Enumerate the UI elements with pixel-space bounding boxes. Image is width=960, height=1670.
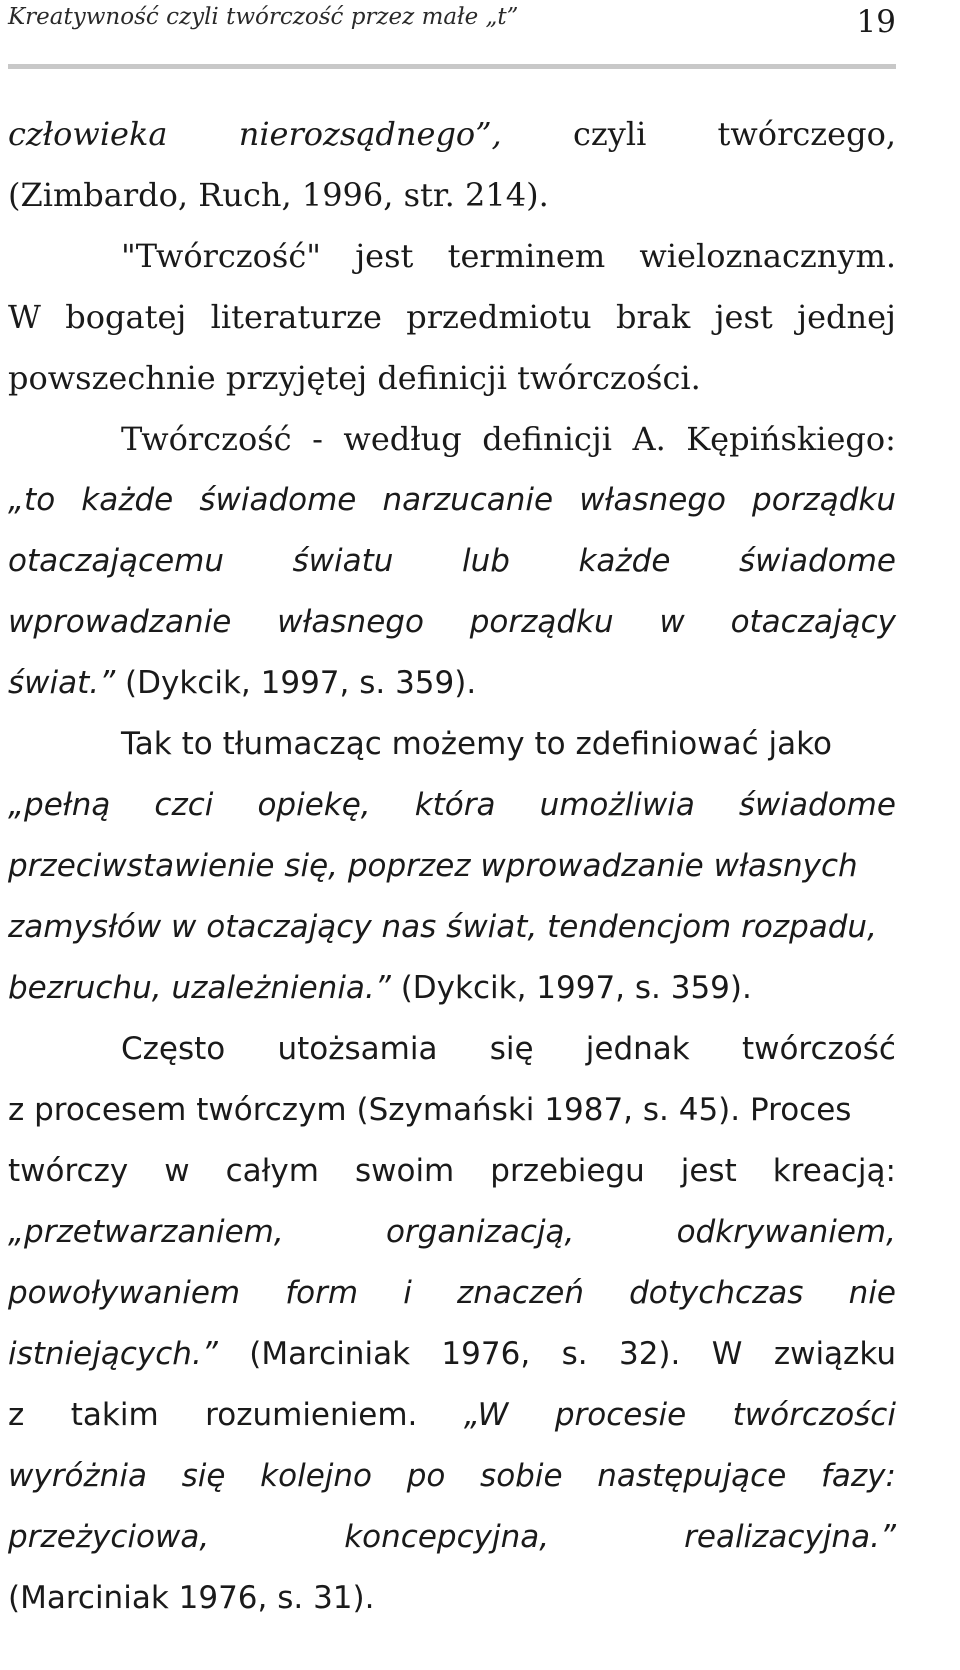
word: twórczego, — [717, 115, 896, 153]
word: opiekę, — [257, 787, 371, 823]
word: jest — [355, 237, 414, 275]
word: wprowadzanie — [8, 604, 232, 640]
word: brak — [616, 298, 691, 336]
text-line — [8, 1507, 896, 1568]
text-line: Tak to tłumacząc możemy to zdefiniować jako — [121, 726, 832, 762]
word: procesie — [554, 1397, 687, 1433]
word: związku — [773, 1336, 896, 1372]
citation: (Dykcik, 1997, s. 359). — [390, 970, 752, 1006]
word: lub — [461, 543, 510, 579]
word: sobie — [480, 1458, 563, 1494]
text-line — [8, 531, 896, 592]
word: - — [312, 420, 323, 458]
word: (Marciniak — [249, 1336, 411, 1372]
word: jest — [714, 298, 773, 336]
word: według — [343, 420, 462, 458]
word: każde — [81, 482, 174, 518]
word: z — [8, 1397, 25, 1433]
word: kreacją: — [772, 1153, 896, 1189]
word: 1976, — [441, 1336, 531, 1372]
word: „W — [463, 1397, 509, 1433]
word: czci — [154, 787, 214, 823]
citation: (Dykcik, 1997, s. 359). — [115, 665, 477, 701]
word: światu — [292, 543, 394, 579]
page-body — [8, 104, 896, 1629]
word: form — [285, 1275, 359, 1311]
word: świadome — [738, 543, 896, 579]
word: nierozsądnego”, — [238, 115, 502, 153]
quote-end: świat.” — [8, 665, 116, 701]
word: wieloznacznym. — [639, 237, 896, 275]
text-line — [8, 1324, 896, 1385]
word: twórczy — [8, 1153, 129, 1189]
text-line — [8, 226, 896, 287]
word: całym — [225, 1153, 319, 1189]
text-line: przeciwstawienie się, poprzez wprowadzanie własnych — [8, 848, 858, 884]
word: własnego — [579, 482, 726, 518]
text-line — [8, 287, 896, 348]
text-line — [8, 1446, 896, 1507]
text-line: (Zimbardo, Ruch, 1996, str. 214). — [8, 176, 549, 214]
word: powoływaniem — [8, 1275, 241, 1311]
word: "Twórczość" — [121, 237, 321, 275]
word: jednak — [585, 1031, 690, 1067]
text-line — [8, 1263, 896, 1324]
word: otaczający — [730, 604, 896, 640]
word: czyli — [572, 115, 647, 153]
word: własnego — [277, 604, 424, 640]
word: definicji — [482, 420, 612, 458]
text-line — [8, 1385, 896, 1446]
word: świadome — [199, 482, 357, 518]
word: przeżyciowa, — [8, 1519, 210, 1555]
word: „przetwarzaniem, — [8, 1214, 284, 1250]
text-line — [8, 775, 896, 836]
word: odkrywaniem, — [676, 1214, 896, 1250]
word: w — [164, 1153, 190, 1189]
word: przedmiotu — [406, 298, 592, 336]
text-line — [8, 958, 896, 1019]
text-line: (Marciniak 1976, s. 31). — [8, 1580, 375, 1616]
word: każde — [578, 543, 671, 579]
word: W — [711, 1336, 743, 1372]
text-line: powszechnie przyjętej definicji twórczości. — [8, 359, 701, 397]
running-title: Kreatywność czyli twórczość przez małe „t” — [8, 4, 519, 30]
running-header — [8, 0, 896, 60]
word: twórczość — [741, 1031, 896, 1067]
word: swoim — [354, 1153, 455, 1189]
word: Często — [121, 1031, 226, 1067]
word: w — [659, 604, 685, 640]
word: fazy: — [820, 1458, 896, 1494]
word: jest — [680, 1153, 737, 1189]
text-line — [8, 104, 896, 165]
word: przebiegu — [490, 1153, 645, 1189]
word: koncepcyjna, — [344, 1519, 550, 1555]
word: narzucanie — [382, 482, 554, 518]
text-line — [8, 1019, 896, 1080]
word: po — [406, 1458, 446, 1494]
word: wyróżnia — [8, 1458, 147, 1494]
text-line: zamysłów w otaczający nas świat, tendencjom rozpadu, — [8, 909, 877, 945]
word: otaczającemu — [8, 543, 225, 579]
word: się — [181, 1458, 226, 1494]
word: „to — [8, 482, 56, 518]
word: twórczości — [732, 1397, 896, 1433]
word: takim — [70, 1397, 159, 1433]
word: porządku — [752, 482, 896, 518]
word: utożsamia — [277, 1031, 438, 1067]
word: 32). — [618, 1336, 681, 1372]
text-line — [8, 1202, 896, 1263]
word: organizacją, — [385, 1214, 575, 1250]
word: realizacyjna.” — [684, 1519, 896, 1555]
text-line — [8, 1141, 896, 1202]
word: która — [414, 787, 496, 823]
word: W — [8, 298, 41, 336]
word: nie — [848, 1275, 896, 1311]
word: rozumieniem. — [205, 1397, 418, 1433]
header-rule — [8, 64, 896, 69]
word: umożliwia — [539, 787, 695, 823]
word: literaturze — [210, 298, 382, 336]
word: jednej — [797, 298, 896, 336]
word: bogatej — [65, 298, 187, 336]
page-number: 19 — [856, 4, 896, 40]
word: istniejących.” — [8, 1336, 218, 1372]
word: terminem — [447, 237, 606, 275]
text-line — [8, 409, 896, 470]
text-line: z procesem twórczym (Szymański 1987, s. 45). Proces — [8, 1092, 852, 1128]
word: Twórczość — [121, 420, 292, 458]
quote-end: bezruchu, uzależnienia.” — [8, 970, 391, 1006]
word: „pełną — [8, 787, 111, 823]
text-line — [8, 470, 896, 531]
word: dotychczas — [629, 1275, 804, 1311]
text-line — [8, 592, 896, 653]
text-line — [8, 653, 896, 714]
word: porządku — [469, 604, 614, 640]
word: A. — [632, 420, 666, 458]
word: kolejno — [260, 1458, 373, 1494]
word: Kępińskiego: — [686, 420, 896, 458]
word: znaczeń — [457, 1275, 584, 1311]
word: się — [489, 1031, 534, 1067]
word: następujące — [597, 1458, 787, 1494]
word: świadome — [738, 787, 896, 823]
word: s. — [561, 1336, 588, 1372]
word: człowieka — [8, 115, 168, 153]
word: i — [403, 1275, 412, 1311]
